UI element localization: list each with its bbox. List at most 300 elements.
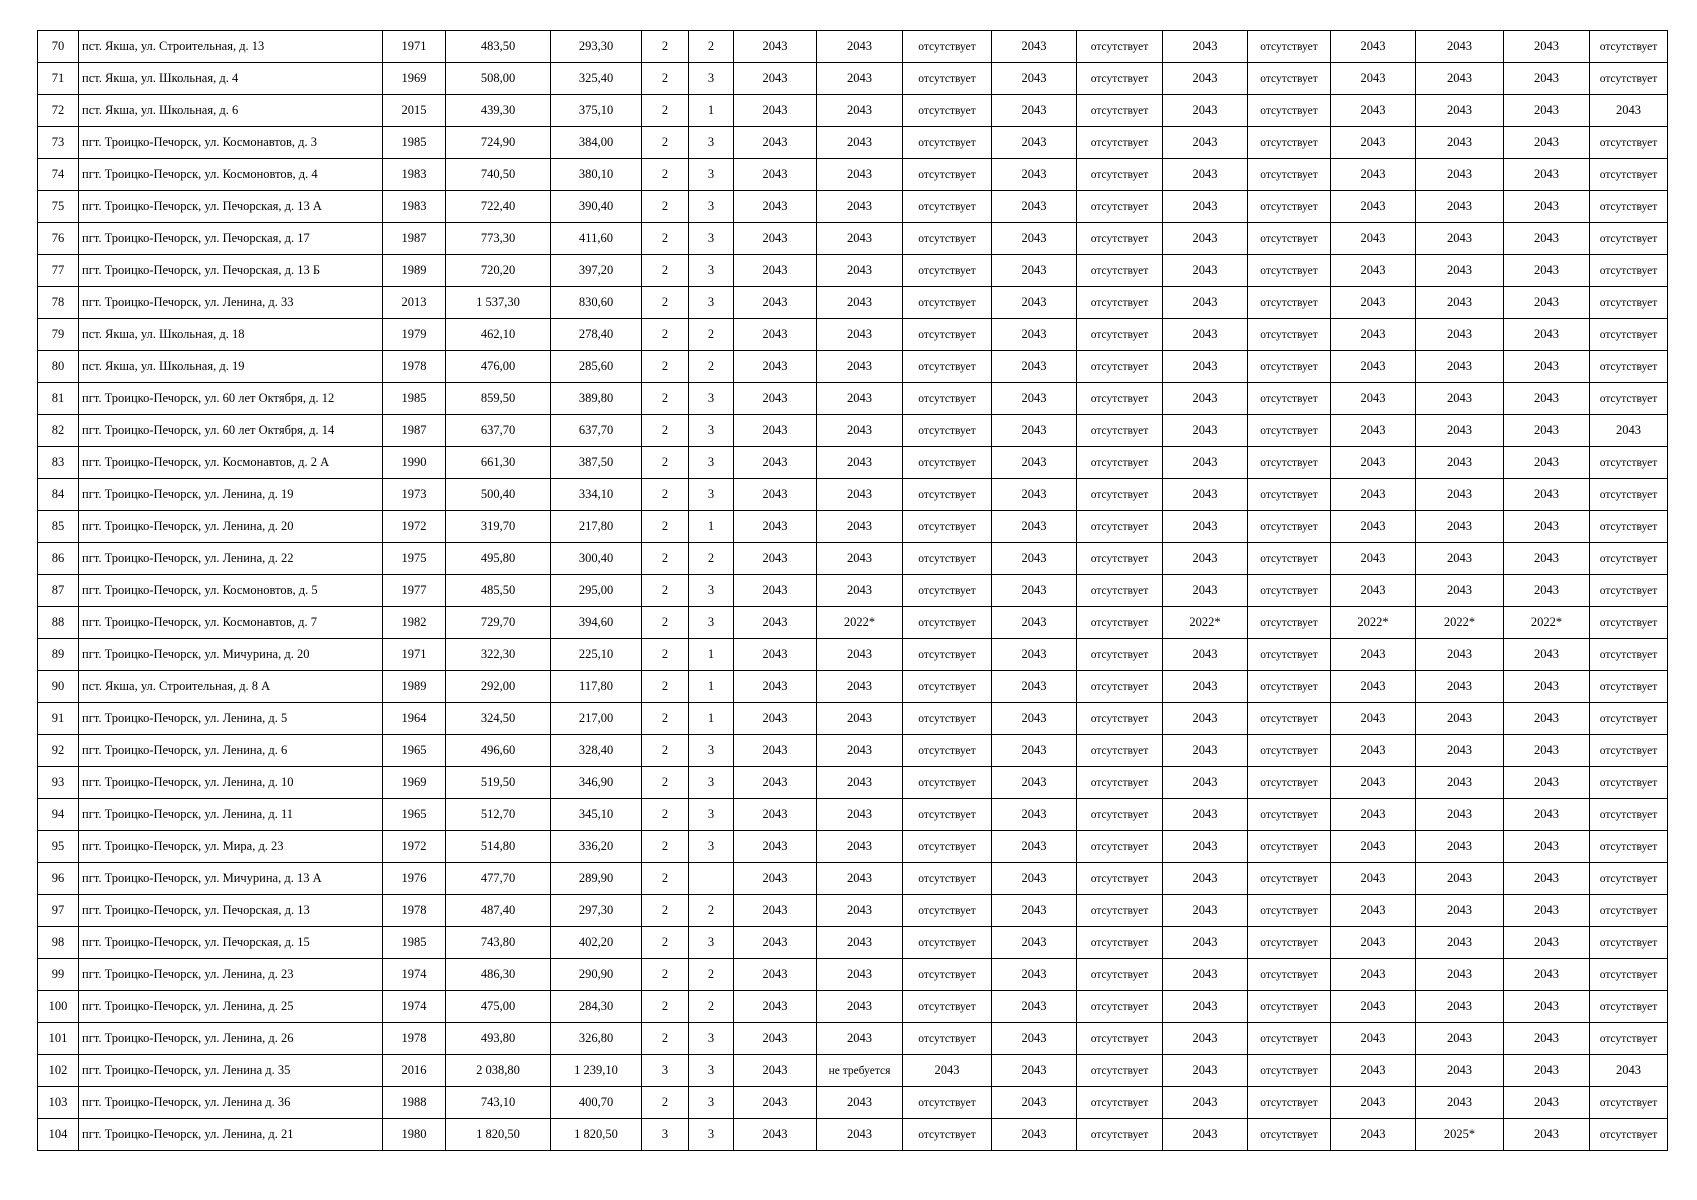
table-cell: 375,10 xyxy=(551,95,642,127)
table-cell: отсутствует xyxy=(1590,159,1668,191)
table-cell: 2043 xyxy=(1504,479,1590,511)
table-cell: 2 xyxy=(642,31,689,63)
table-cell: 1974 xyxy=(383,991,446,1023)
table-cell: 2043 xyxy=(734,415,817,447)
row-number-cell: 84 xyxy=(38,479,79,511)
table-cell: 2043 xyxy=(817,191,903,223)
table-cell: отсутствует xyxy=(903,1119,992,1151)
table-cell: 2043 xyxy=(817,255,903,287)
table-cell: 2043 xyxy=(1416,287,1504,319)
table-cell: отсутствует xyxy=(1077,319,1163,351)
table-cell: 2043 xyxy=(817,575,903,607)
address-cell: пст. Якша, ул. Школьная, д. 6 xyxy=(79,95,383,127)
table-cell: 2043 xyxy=(1163,255,1248,287)
table-cell: отсутствует xyxy=(1077,735,1163,767)
table-cell: отсутствует xyxy=(1248,831,1331,863)
table-cell: 2043 xyxy=(817,799,903,831)
table-cell: 2043 xyxy=(1331,159,1416,191)
table-cell: 2043 xyxy=(1416,639,1504,671)
table-cell: 2043 xyxy=(992,95,1077,127)
table-cell: 3 xyxy=(689,415,734,447)
table-cell: 2043 xyxy=(734,511,817,543)
table-cell: 2043 xyxy=(1504,735,1590,767)
table-cell: 2043 xyxy=(992,575,1077,607)
table-cell: отсутствует xyxy=(1077,607,1163,639)
table-cell: 2043 xyxy=(1504,863,1590,895)
table-cell: 2043 xyxy=(1163,767,1248,799)
table-cell: 2043 xyxy=(1163,511,1248,543)
table-row xyxy=(38,895,1668,927)
table-cell: 2043 xyxy=(734,351,817,383)
table-cell: отсутствует xyxy=(1248,383,1331,415)
table-cell: отсутствует xyxy=(1077,223,1163,255)
table-cell: отсутствует xyxy=(1590,959,1668,991)
table-cell: отсутствует xyxy=(903,671,992,703)
table-cell: отсутствует xyxy=(1248,607,1331,639)
table-cell: 2043 xyxy=(903,1055,992,1087)
table-cell: отсутствует xyxy=(1590,991,1668,1023)
table-cell: 2 xyxy=(642,703,689,735)
table-cell: 2043 xyxy=(1416,575,1504,607)
address-cell: пст. Якша, ул. Строительная, д. 13 xyxy=(79,31,383,63)
table-cell: 3 xyxy=(642,1055,689,1087)
table-cell: 397,20 xyxy=(551,255,642,287)
table-cell: 1985 xyxy=(383,383,446,415)
table-cell: отсутствует xyxy=(1590,639,1668,671)
table-cell: 2043 xyxy=(817,703,903,735)
table-cell: отсутствует xyxy=(1248,63,1331,95)
table-cell: 2043 xyxy=(817,511,903,543)
table-cell: 2043 xyxy=(1163,799,1248,831)
table-cell: отсутствует xyxy=(903,255,992,287)
table-cell: 2043 xyxy=(1163,703,1248,735)
table-cell: отсутствует xyxy=(1248,1055,1331,1087)
table-cell: 859,50 xyxy=(446,383,551,415)
table-cell: отсутствует xyxy=(1590,255,1668,287)
table-row xyxy=(38,287,1668,319)
table-cell: отсутствует xyxy=(903,863,992,895)
table-cell: 2043 xyxy=(1163,735,1248,767)
address-cell: пгт. Троицко-Печорск, ул. Ленина, д. 20 xyxy=(79,511,383,543)
table-cell: 2043 xyxy=(1416,959,1504,991)
table-cell: отсутствует xyxy=(1590,895,1668,927)
table-cell: отсутствует xyxy=(1590,287,1668,319)
table-cell: 1 537,30 xyxy=(446,287,551,319)
table-cell: 2022* xyxy=(1504,607,1590,639)
table-cell: 2043 xyxy=(1416,319,1504,351)
table-cell: 2 xyxy=(642,927,689,959)
row-number-cell: 94 xyxy=(38,799,79,831)
table-cell: 2 xyxy=(689,31,734,63)
table-cell: 2 xyxy=(642,991,689,1023)
table-cell: 3 xyxy=(689,191,734,223)
table-cell: отсутствует xyxy=(1590,671,1668,703)
table-cell: 1978 xyxy=(383,895,446,927)
table-cell: 319,70 xyxy=(446,511,551,543)
row-number-cell: 102 xyxy=(38,1055,79,1087)
table-cell: 2043 xyxy=(817,127,903,159)
table-cell: 462,10 xyxy=(446,319,551,351)
table-cell: 2 xyxy=(642,223,689,255)
table-cell: 411,60 xyxy=(551,223,642,255)
table-cell: 2043 xyxy=(1163,895,1248,927)
table-cell: 2043 xyxy=(992,895,1077,927)
table-cell: 2043 xyxy=(992,735,1077,767)
table-cell: отсутствует xyxy=(1248,959,1331,991)
table-cell: 2025* xyxy=(1416,1119,1504,1151)
table-cell: 2043 xyxy=(1163,127,1248,159)
table-row xyxy=(38,255,1668,287)
table-cell: отсутствует xyxy=(1077,95,1163,127)
table-cell: 2043 xyxy=(817,1087,903,1119)
table-cell: 2 xyxy=(642,127,689,159)
table-cell: 2043 xyxy=(992,703,1077,735)
table-cell: 3 xyxy=(689,575,734,607)
table-cell: 2 xyxy=(642,1023,689,1055)
table-cell: отсутствует xyxy=(1077,383,1163,415)
table-cell: отсутствует xyxy=(1077,895,1163,927)
table-cell: 2043 xyxy=(992,863,1077,895)
table-cell: 2043 xyxy=(1163,959,1248,991)
table-cell: 2043 xyxy=(1504,95,1590,127)
table-cell: 2043 xyxy=(992,671,1077,703)
table-cell: 2043 xyxy=(817,863,903,895)
table-cell: 2 xyxy=(642,1087,689,1119)
table-cell: отсутствует xyxy=(1590,511,1668,543)
table-cell: 2043 xyxy=(817,159,903,191)
table-cell: 1965 xyxy=(383,799,446,831)
table-cell: 476,00 xyxy=(446,351,551,383)
table-cell: 3 xyxy=(689,799,734,831)
table-cell: 2043 xyxy=(1590,415,1668,447)
table-cell: 2043 xyxy=(734,95,817,127)
table-cell: 1 xyxy=(689,511,734,543)
table-cell: отсутствует xyxy=(1077,159,1163,191)
table-cell: 394,60 xyxy=(551,607,642,639)
row-number-cell: 80 xyxy=(38,351,79,383)
table-cell: 2043 xyxy=(1416,895,1504,927)
table-cell: 2 xyxy=(642,831,689,863)
table-cell: 2043 xyxy=(992,1087,1077,1119)
table-cell: 2 xyxy=(642,447,689,479)
table-cell: 285,60 xyxy=(551,351,642,383)
table-cell: 2043 xyxy=(1416,703,1504,735)
address-cell: пгт. Троицко-Печорск, ул. 60 лет Октября, д. 12 xyxy=(79,383,383,415)
table-cell: отсутствует xyxy=(1077,863,1163,895)
table-cell: 2043 xyxy=(1163,191,1248,223)
table-row xyxy=(38,447,1668,479)
table-cell: 661,30 xyxy=(446,447,551,479)
table-cell: 2043 xyxy=(817,831,903,863)
table-cell: 3 xyxy=(689,223,734,255)
table-cell: отсутствует xyxy=(1248,191,1331,223)
table-cell: 2043 xyxy=(817,767,903,799)
table-row xyxy=(38,351,1668,383)
row-number-cell: 78 xyxy=(38,287,79,319)
table-cell: 2 xyxy=(642,767,689,799)
table-cell: отсутствует xyxy=(1590,831,1668,863)
address-cell: пгт. Троицко-Печорск, ул. Космоновтов, д. 4 xyxy=(79,159,383,191)
table-cell: отсутствует xyxy=(1248,991,1331,1023)
table-cell: отсутствует xyxy=(903,159,992,191)
table-body xyxy=(38,31,1668,1151)
table-cell: отсутствует xyxy=(1077,351,1163,383)
address-cell: пст. Якша, ул. Школьная, д. 19 xyxy=(79,351,383,383)
table-row xyxy=(38,831,1668,863)
table-cell: 290,90 xyxy=(551,959,642,991)
table-cell: 2043 xyxy=(1504,1087,1590,1119)
table-cell: 2043 xyxy=(817,223,903,255)
table-cell: 2043 xyxy=(1504,639,1590,671)
table-row xyxy=(38,575,1668,607)
table-cell: отсутствует xyxy=(1248,767,1331,799)
table-cell: отсутствует xyxy=(903,1023,992,1055)
table-cell: отсутствует xyxy=(1590,799,1668,831)
table-cell: 2043 xyxy=(1416,511,1504,543)
row-number-cell: 70 xyxy=(38,31,79,63)
table-cell: 475,00 xyxy=(446,991,551,1023)
table-cell: 2043 xyxy=(817,1119,903,1151)
table-cell: 2043 xyxy=(1163,639,1248,671)
table-cell: 2 xyxy=(642,639,689,671)
address-cell: пгт. Троицко-Печорск, ул. Печорская, д. 13 Б xyxy=(79,255,383,287)
table-cell: отсутствует xyxy=(903,223,992,255)
table-cell: отсутствует xyxy=(1248,575,1331,607)
table-cell: 2043 xyxy=(1331,927,1416,959)
table-cell: 485,50 xyxy=(446,575,551,607)
table-cell: 2043 xyxy=(734,1087,817,1119)
table-cell: 2043 xyxy=(1416,1055,1504,1087)
address-cell: пгт. Троицко-Печорск, ул. Мичурина, д. 20 xyxy=(79,639,383,671)
table-cell: 637,70 xyxy=(446,415,551,447)
table-cell: 2043 xyxy=(1163,159,1248,191)
table-cell: 2043 xyxy=(1331,255,1416,287)
table-cell: 3 xyxy=(689,831,734,863)
table-cell: 2043 xyxy=(1163,543,1248,575)
table-cell: 297,30 xyxy=(551,895,642,927)
table-cell: 2043 xyxy=(1416,351,1504,383)
table-cell: 2043 xyxy=(1504,1055,1590,1087)
row-number-cell: 79 xyxy=(38,319,79,351)
table-cell: отсутствует xyxy=(1248,159,1331,191)
address-cell: пгт. Троицко-Печорск, ул. Ленина д. 36 xyxy=(79,1087,383,1119)
table-cell: отсутствует xyxy=(1077,1119,1163,1151)
table-cell: 743,10 xyxy=(446,1087,551,1119)
table-cell: 2043 xyxy=(1331,127,1416,159)
table-cell: 2043 xyxy=(1504,191,1590,223)
table-cell: 2043 xyxy=(1163,319,1248,351)
table-cell: отсутствует xyxy=(1248,415,1331,447)
table-cell: отсутствует xyxy=(903,351,992,383)
housing-repair-table xyxy=(37,30,1668,1151)
table-cell: 2043 xyxy=(992,287,1077,319)
table-cell: 2043 xyxy=(734,287,817,319)
table-cell: отсутствует xyxy=(1077,447,1163,479)
table-cell: 2022* xyxy=(1163,607,1248,639)
address-cell: пст. Якша, ул. Школьная, д. 18 xyxy=(79,319,383,351)
table-cell: 2043 xyxy=(734,159,817,191)
table-cell: 2043 xyxy=(817,991,903,1023)
table-cell: 2043 xyxy=(1163,991,1248,1023)
table-cell: отсутствует xyxy=(1077,671,1163,703)
table-cell: 2043 xyxy=(992,447,1077,479)
table-cell: 2015 xyxy=(383,95,446,127)
table-cell: отсутствует xyxy=(1248,927,1331,959)
table-cell: 2043 xyxy=(992,639,1077,671)
table-cell: отсутствует xyxy=(1077,287,1163,319)
table-cell: 3 xyxy=(689,1087,734,1119)
table-cell: отсутствует xyxy=(1248,255,1331,287)
table-cell: 743,80 xyxy=(446,927,551,959)
table-cell: 1978 xyxy=(383,1023,446,1055)
table-cell: отсутствует xyxy=(1590,543,1668,575)
table-cell: 2043 xyxy=(734,1023,817,1055)
table-cell: 1983 xyxy=(383,159,446,191)
table-cell: 2043 xyxy=(992,1055,1077,1087)
table-cell: 2043 xyxy=(817,415,903,447)
table-cell: 3 xyxy=(689,1119,734,1151)
table-cell: отсутствует xyxy=(1248,1087,1331,1119)
table-cell: 2043 xyxy=(734,1055,817,1087)
table-cell: отсутствует xyxy=(1077,639,1163,671)
table-cell: отсутствует xyxy=(1590,191,1668,223)
table-cell: 2043 xyxy=(1331,383,1416,415)
table-cell: отсутствует xyxy=(1077,1023,1163,1055)
table-cell: не требуется xyxy=(817,1055,903,1087)
table-cell: отсутствует xyxy=(1590,735,1668,767)
table-cell: 2043 xyxy=(1331,575,1416,607)
table-cell: 2043 xyxy=(992,351,1077,383)
table-cell: отсутствует xyxy=(1590,127,1668,159)
table-row xyxy=(38,991,1668,1023)
table-cell: отсутствует xyxy=(903,607,992,639)
table-cell: отсутствует xyxy=(903,991,992,1023)
table-cell: отсутствует xyxy=(903,1087,992,1119)
table-cell: отсутствует xyxy=(1248,863,1331,895)
table-cell: 2 xyxy=(642,159,689,191)
table-cell: 2043 xyxy=(1163,383,1248,415)
table-cell: отсутствует xyxy=(1077,1087,1163,1119)
address-cell: пгт. Троицко-Печорск, ул. Ленина, д. 33 xyxy=(79,287,383,319)
address-cell: пгт. Троицко-Печорск, ул. Космонавтов, д. 2 А xyxy=(79,447,383,479)
table-cell: 2043 xyxy=(1504,127,1590,159)
table-cell: 2043 xyxy=(1163,1023,1248,1055)
table-cell: отсутствует xyxy=(903,287,992,319)
table-cell: 2043 xyxy=(1504,319,1590,351)
row-number-cell: 91 xyxy=(38,703,79,735)
row-number-cell: 98 xyxy=(38,927,79,959)
table-cell: 2043 xyxy=(1163,95,1248,127)
table-cell: 3 xyxy=(689,255,734,287)
table-cell: 1964 xyxy=(383,703,446,735)
table-cell: 2043 xyxy=(1504,543,1590,575)
table-cell: отсутствует xyxy=(1248,895,1331,927)
table-cell: отсутствует xyxy=(1248,31,1331,63)
table-cell: 500,40 xyxy=(446,479,551,511)
table-cell: 1972 xyxy=(383,831,446,863)
table-cell: 2022* xyxy=(1331,607,1416,639)
table-cell: 2043 xyxy=(1504,575,1590,607)
table-cell: 495,80 xyxy=(446,543,551,575)
row-number-cell: 95 xyxy=(38,831,79,863)
table-row xyxy=(38,479,1668,511)
table-cell: 2043 xyxy=(992,607,1077,639)
table-cell: 493,80 xyxy=(446,1023,551,1055)
table-cell: отсутствует xyxy=(1590,575,1668,607)
table-cell: отсутствует xyxy=(903,799,992,831)
table-cell: 2043 xyxy=(1331,543,1416,575)
table-cell: 2043 xyxy=(1416,1087,1504,1119)
table-cell: 2043 xyxy=(1331,1087,1416,1119)
address-cell: пгт. Троицко-Печорск, ул. Ленина, д. 22 xyxy=(79,543,383,575)
table-cell: 2 xyxy=(642,95,689,127)
table-cell: 2043 xyxy=(992,255,1077,287)
table-cell: 2043 xyxy=(734,319,817,351)
table-cell: 2043 xyxy=(817,735,903,767)
table-cell: 2043 xyxy=(1504,415,1590,447)
table-row xyxy=(38,415,1668,447)
table-cell: 1980 xyxy=(383,1119,446,1151)
table-cell: 2043 xyxy=(817,639,903,671)
table-row xyxy=(38,159,1668,191)
table-cell: 2043 xyxy=(992,767,1077,799)
table-row xyxy=(38,767,1668,799)
table-cell: 225,10 xyxy=(551,639,642,671)
row-number-cell: 77 xyxy=(38,255,79,287)
table-cell: 345,10 xyxy=(551,799,642,831)
table-cell: 2043 xyxy=(1416,191,1504,223)
table-cell: 2043 xyxy=(1504,1023,1590,1055)
table-cell: отсутствует xyxy=(1248,223,1331,255)
table-row xyxy=(38,1055,1668,1087)
table-cell: отсутствует xyxy=(1590,1119,1668,1151)
table-cell: 2043 xyxy=(1331,31,1416,63)
table-cell: 2043 xyxy=(1504,511,1590,543)
table-cell: 2043 xyxy=(1331,223,1416,255)
row-number-cell: 72 xyxy=(38,95,79,127)
table-cell: 2043 xyxy=(1504,1119,1590,1151)
table-row xyxy=(38,543,1668,575)
table-cell: отсутствует xyxy=(903,831,992,863)
table-cell: 2043 xyxy=(734,383,817,415)
table-cell: 2043 xyxy=(1416,1023,1504,1055)
table-cell: 2043 xyxy=(1331,767,1416,799)
table-cell: 637,70 xyxy=(551,415,642,447)
table-cell: 284,30 xyxy=(551,991,642,1023)
table-cell: 2043 xyxy=(1331,863,1416,895)
table-cell: 3 xyxy=(689,479,734,511)
table-cell: 2043 xyxy=(992,959,1077,991)
table-cell: 2043 xyxy=(1331,511,1416,543)
table-cell: отсутствует xyxy=(1590,383,1668,415)
table-cell: 2043 xyxy=(1416,255,1504,287)
row-number-cell: 75 xyxy=(38,191,79,223)
table-cell: 2043 xyxy=(1416,863,1504,895)
table-cell: 2043 xyxy=(1331,415,1416,447)
table-cell: 2043 xyxy=(734,255,817,287)
table-cell: 2043 xyxy=(734,447,817,479)
table-cell: 2043 xyxy=(1163,1119,1248,1151)
table-cell: 293,30 xyxy=(551,31,642,63)
table-cell: 2043 xyxy=(1331,95,1416,127)
table-cell: 2043 xyxy=(992,63,1077,95)
table-cell: 3 xyxy=(689,607,734,639)
table-cell: 3 xyxy=(689,159,734,191)
table-cell: 2043 xyxy=(1331,1119,1416,1151)
table-row xyxy=(38,703,1668,735)
table-cell: отсутствует xyxy=(1077,511,1163,543)
table-cell: 2 xyxy=(642,511,689,543)
